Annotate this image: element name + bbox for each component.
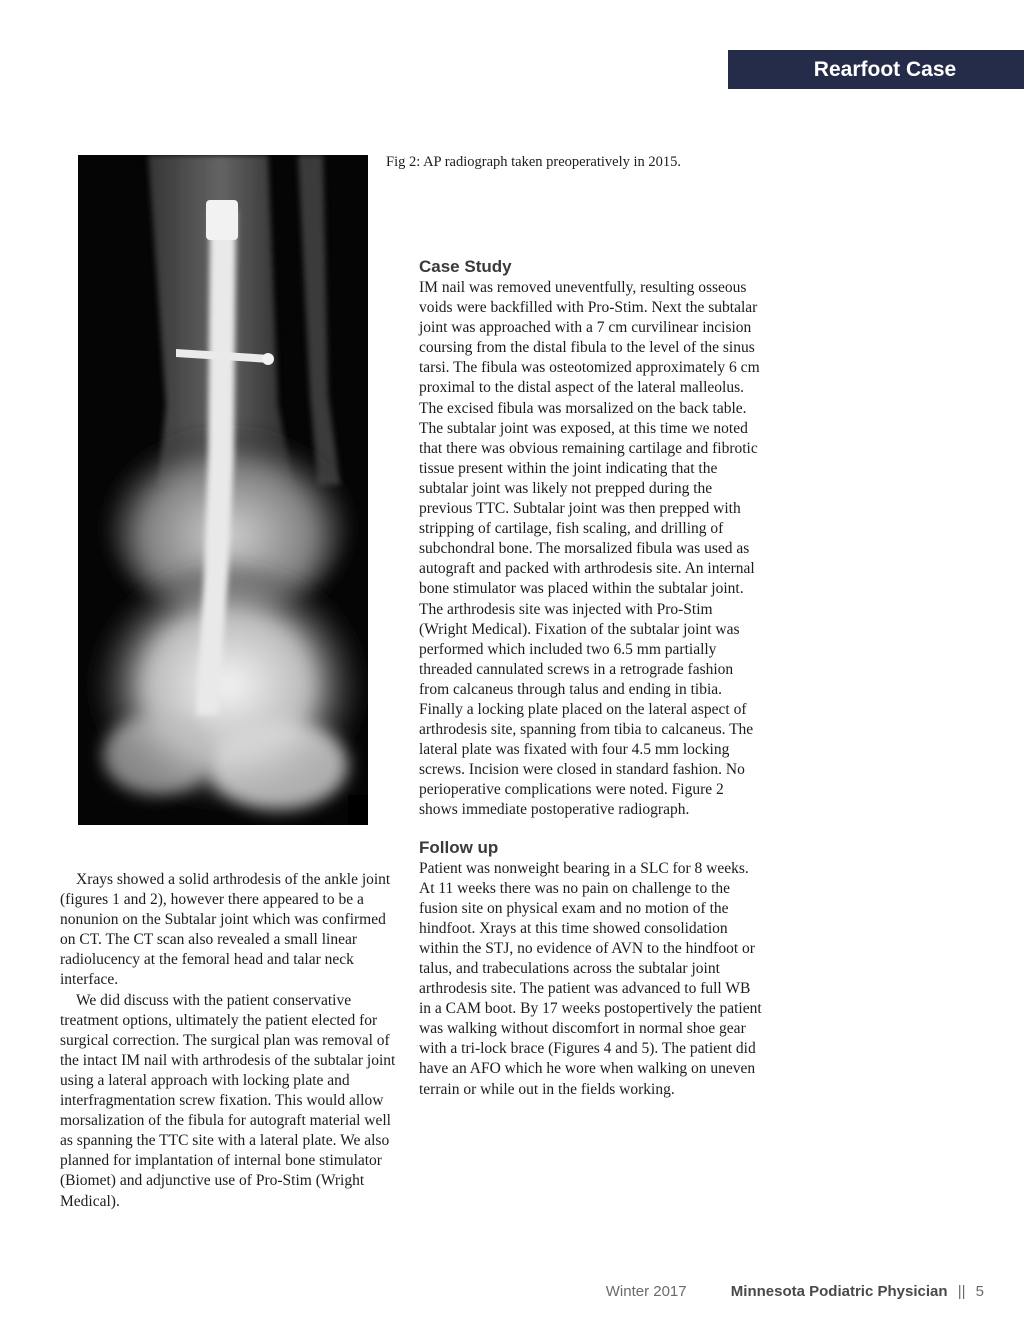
left-column	[60, 870, 402, 1212]
case-study-text: IM nail was removed uneventfully, resulting osseous voids were backfilled with Pro-Stim. Next the subtalar joint was approached with a 7 cm curvilinear incision coursing from the distal fibula to the level of the sinus tarsi. The fibula was osteotomized approximately 6 cm proximal to the distal aspect of the lateral malleolus. The excised fibula was morsalized on the back table. The subtalar joint was exposed, at this time we noted that there was obvious remaining cartilage and fibrotic tissue present within the joint indicating that the subtalar joint was likely not prepped during the previous TTC. Subtalar joint was then prepped with stripping of cartilage, fish scaling, and drilling of subchondral bone. The morsalized fibula was used as autograft and packed with arthrodesis site. An internal bone stimulator was placed within the subtalar joint. The arthrodesis site was injected with Pro-Stim (Wright Medical). Fixation of the subtalar joint was performed which included two 6.5 mm partially threaded cannulated screws in a retrograde fashion from calcaneus through talus and ending in tibia. Finally a locking plate placed on the lateral aspect of arthrodesis site, spanning from tibia to calcaneus. The lateral plate was fixated with four 4.5 mm locking screws. Incision were closed in standard fashion. No perioperative complications were noted. Figure 2 shows immediate postoperative radiograph.	[419, 279, 760, 819]
case-study-heading: Case Study	[419, 257, 512, 276]
magazine-title: Minnesota Podiatric Physician	[730, 1283, 948, 1300]
page-footer	[606, 1281, 984, 1303]
issue-season: Winter 2017	[605, 1283, 687, 1300]
figure-caption: Fig 2: AP radiograph taken preoperatively in 2015.	[386, 154, 682, 170]
footer-separator: ||	[957, 1283, 966, 1300]
body-paragraph: Xrays showed a solid arthrodesis of the ankle joint (figures 1 and 2), however there appeared to be a nonunion on the Subtalar joint which was confirmed on CT. The CT scan also revealed a small linear radiolucency at the femoral head and talar neck interface.	[60, 871, 391, 989]
follow-up-heading: Follow up	[419, 837, 499, 857]
section-tab: Rearfoot Case	[728, 50, 1024, 89]
page-number: 5	[975, 1283, 984, 1300]
follow-up-text: Patient was nonweight bearing in a SLC for 8 weeks. At 11 weeks there was no pain on challenge to the fusion site on physical exam and no motion of the hindfoot. Xrays at this time showed consolidation within the STJ, no evidence of AVN to the hindfoot or talus, and trabeculations across the subtalar joint arthrodesis site. The patient was advanced to full WB in a CAM boot. By 17 weeks postopertively the patient was walking without discomfort in normal shoe gear with a tri-lock brace (Figures 4 and 5). The patient did have an AFO which he wore when walking on uneven terrain or while out in the fields working.	[419, 859, 762, 1098]
body-paragraph: We did discuss with the patient conservative treatment options, ultimately the patient elected for surgical correction. The surgical plan was removal of the intact IM nail with arthrodesis of the subtalar joint using a lateral approach with locking plate and interfragmentation screw fixation. This would allow morsalization of the fibula for autograft material well as spanning the TTC site with a lateral plate. We also planned for implantation of internal bone stimulator (Biomet) and adjunctive use of Pro-Stim (Wright Medical).	[60, 991, 396, 1210]
xray-image	[78, 155, 368, 825]
xray-radiograph-graphic	[78, 155, 368, 825]
right-column	[419, 256, 764, 1100]
